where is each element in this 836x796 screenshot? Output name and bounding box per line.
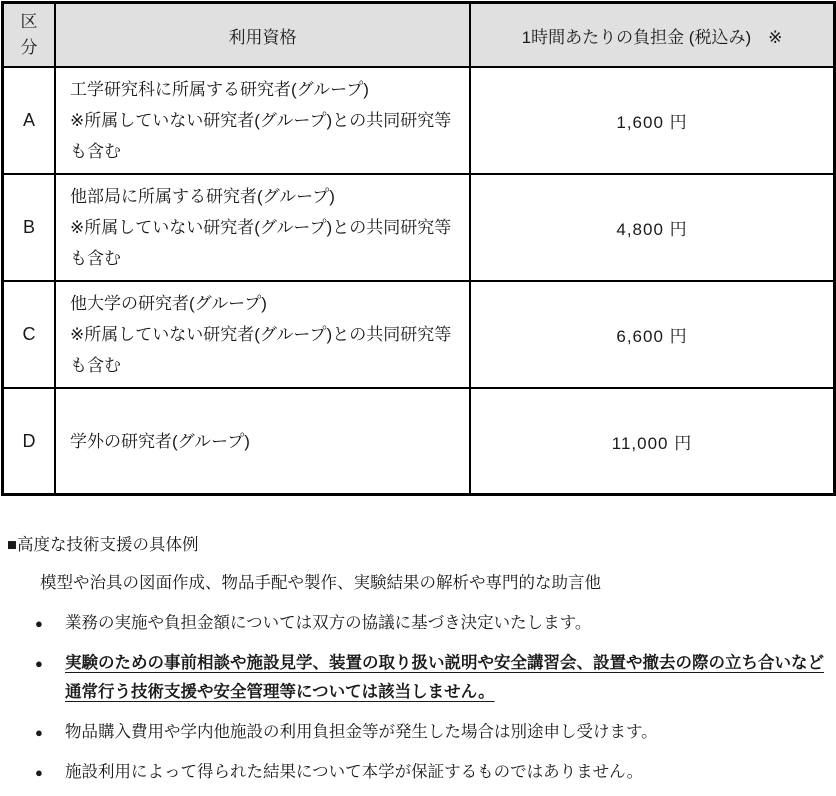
header-category-char2: 分 xyxy=(20,38,38,57)
header-qualification: 利用資格 xyxy=(55,3,470,67)
bullet-text-3: 物品購入費用や学内他施設の利用負担金等が発生した場合は別途申し受けます。 xyxy=(65,723,658,741)
header-fee: 1時間あたりの負担金 (税込み) ※ xyxy=(470,3,834,67)
qualification-b xyxy=(55,174,470,281)
qualification-b-line2: ※所属していない研究者(グループ)との共同研究等も含む xyxy=(70,218,452,268)
qualification-d-line1: 学外の研究者(グループ) xyxy=(70,431,250,451)
fee-a: 1,600 円 xyxy=(470,67,834,174)
table-row-d xyxy=(3,388,834,494)
bullet-icon: ● xyxy=(35,616,43,631)
fee-b: 4,800 円 xyxy=(470,174,834,281)
notes-section xyxy=(2,533,834,787)
qualification-a-line1: 工学研究科に所属する研究者(グループ) xyxy=(70,80,369,99)
header-category-char1: 区 xyxy=(20,12,38,31)
bullet-icon: ● xyxy=(35,765,43,780)
fee-table xyxy=(2,2,835,495)
category-label-c: C xyxy=(3,281,55,388)
list-item xyxy=(7,649,834,707)
qualification-c xyxy=(55,281,470,388)
qualification-d xyxy=(55,388,470,494)
bullet-icon: ● xyxy=(35,725,43,740)
table-row-c xyxy=(3,281,834,388)
table-row-a xyxy=(3,67,834,174)
fee-table-body xyxy=(3,67,834,494)
list-item xyxy=(7,758,834,787)
bullet-icon: ● xyxy=(35,656,43,671)
bullet-text-4: 施設利用によって得られた結果について本学が保証するものではありません。 xyxy=(65,763,644,781)
header-row xyxy=(3,3,834,67)
category-label-b: B xyxy=(3,174,55,281)
qualification-a xyxy=(55,67,470,174)
category-label-a: A xyxy=(3,67,55,174)
qualification-b-line1: 他部局に所属する研究者(グループ) xyxy=(70,187,335,206)
category-label-d: D xyxy=(3,388,55,494)
qualification-a-line2: ※所属していない研究者(グループ)との共同研究等も含む xyxy=(70,111,452,161)
table-row-b xyxy=(3,174,834,281)
fee-d: 11,000 円 xyxy=(470,388,834,494)
fee-table-header xyxy=(3,3,834,67)
bullet-text-2: 実験のための事前相談や施設見学、装置の取り扱い説明や安全講習会、設置や撤去の際の立ち合いなど通常行う技術支援や安全管理等については該当しません。 xyxy=(65,654,824,701)
list-item xyxy=(7,609,834,638)
fee-c: 6,600 円 xyxy=(470,281,834,388)
qualification-c-line2: ※所属していない研究者(グループ)との共同研究等も含む xyxy=(70,325,452,375)
header-category xyxy=(3,3,55,67)
bullet-text-1: 業務の実施や負担金額については双方の協議に基づき決定いたします。 xyxy=(65,614,592,632)
notes-heading: ■高度な技術支援の具体例 xyxy=(7,536,199,554)
notes-subheading: 模型や治具の図面作成、物品手配や製作、実験結果の解析や専門的な助言他 xyxy=(40,574,601,592)
list-item xyxy=(7,718,834,747)
qualification-c-line1: 他大学の研究者(グループ) xyxy=(70,294,267,313)
